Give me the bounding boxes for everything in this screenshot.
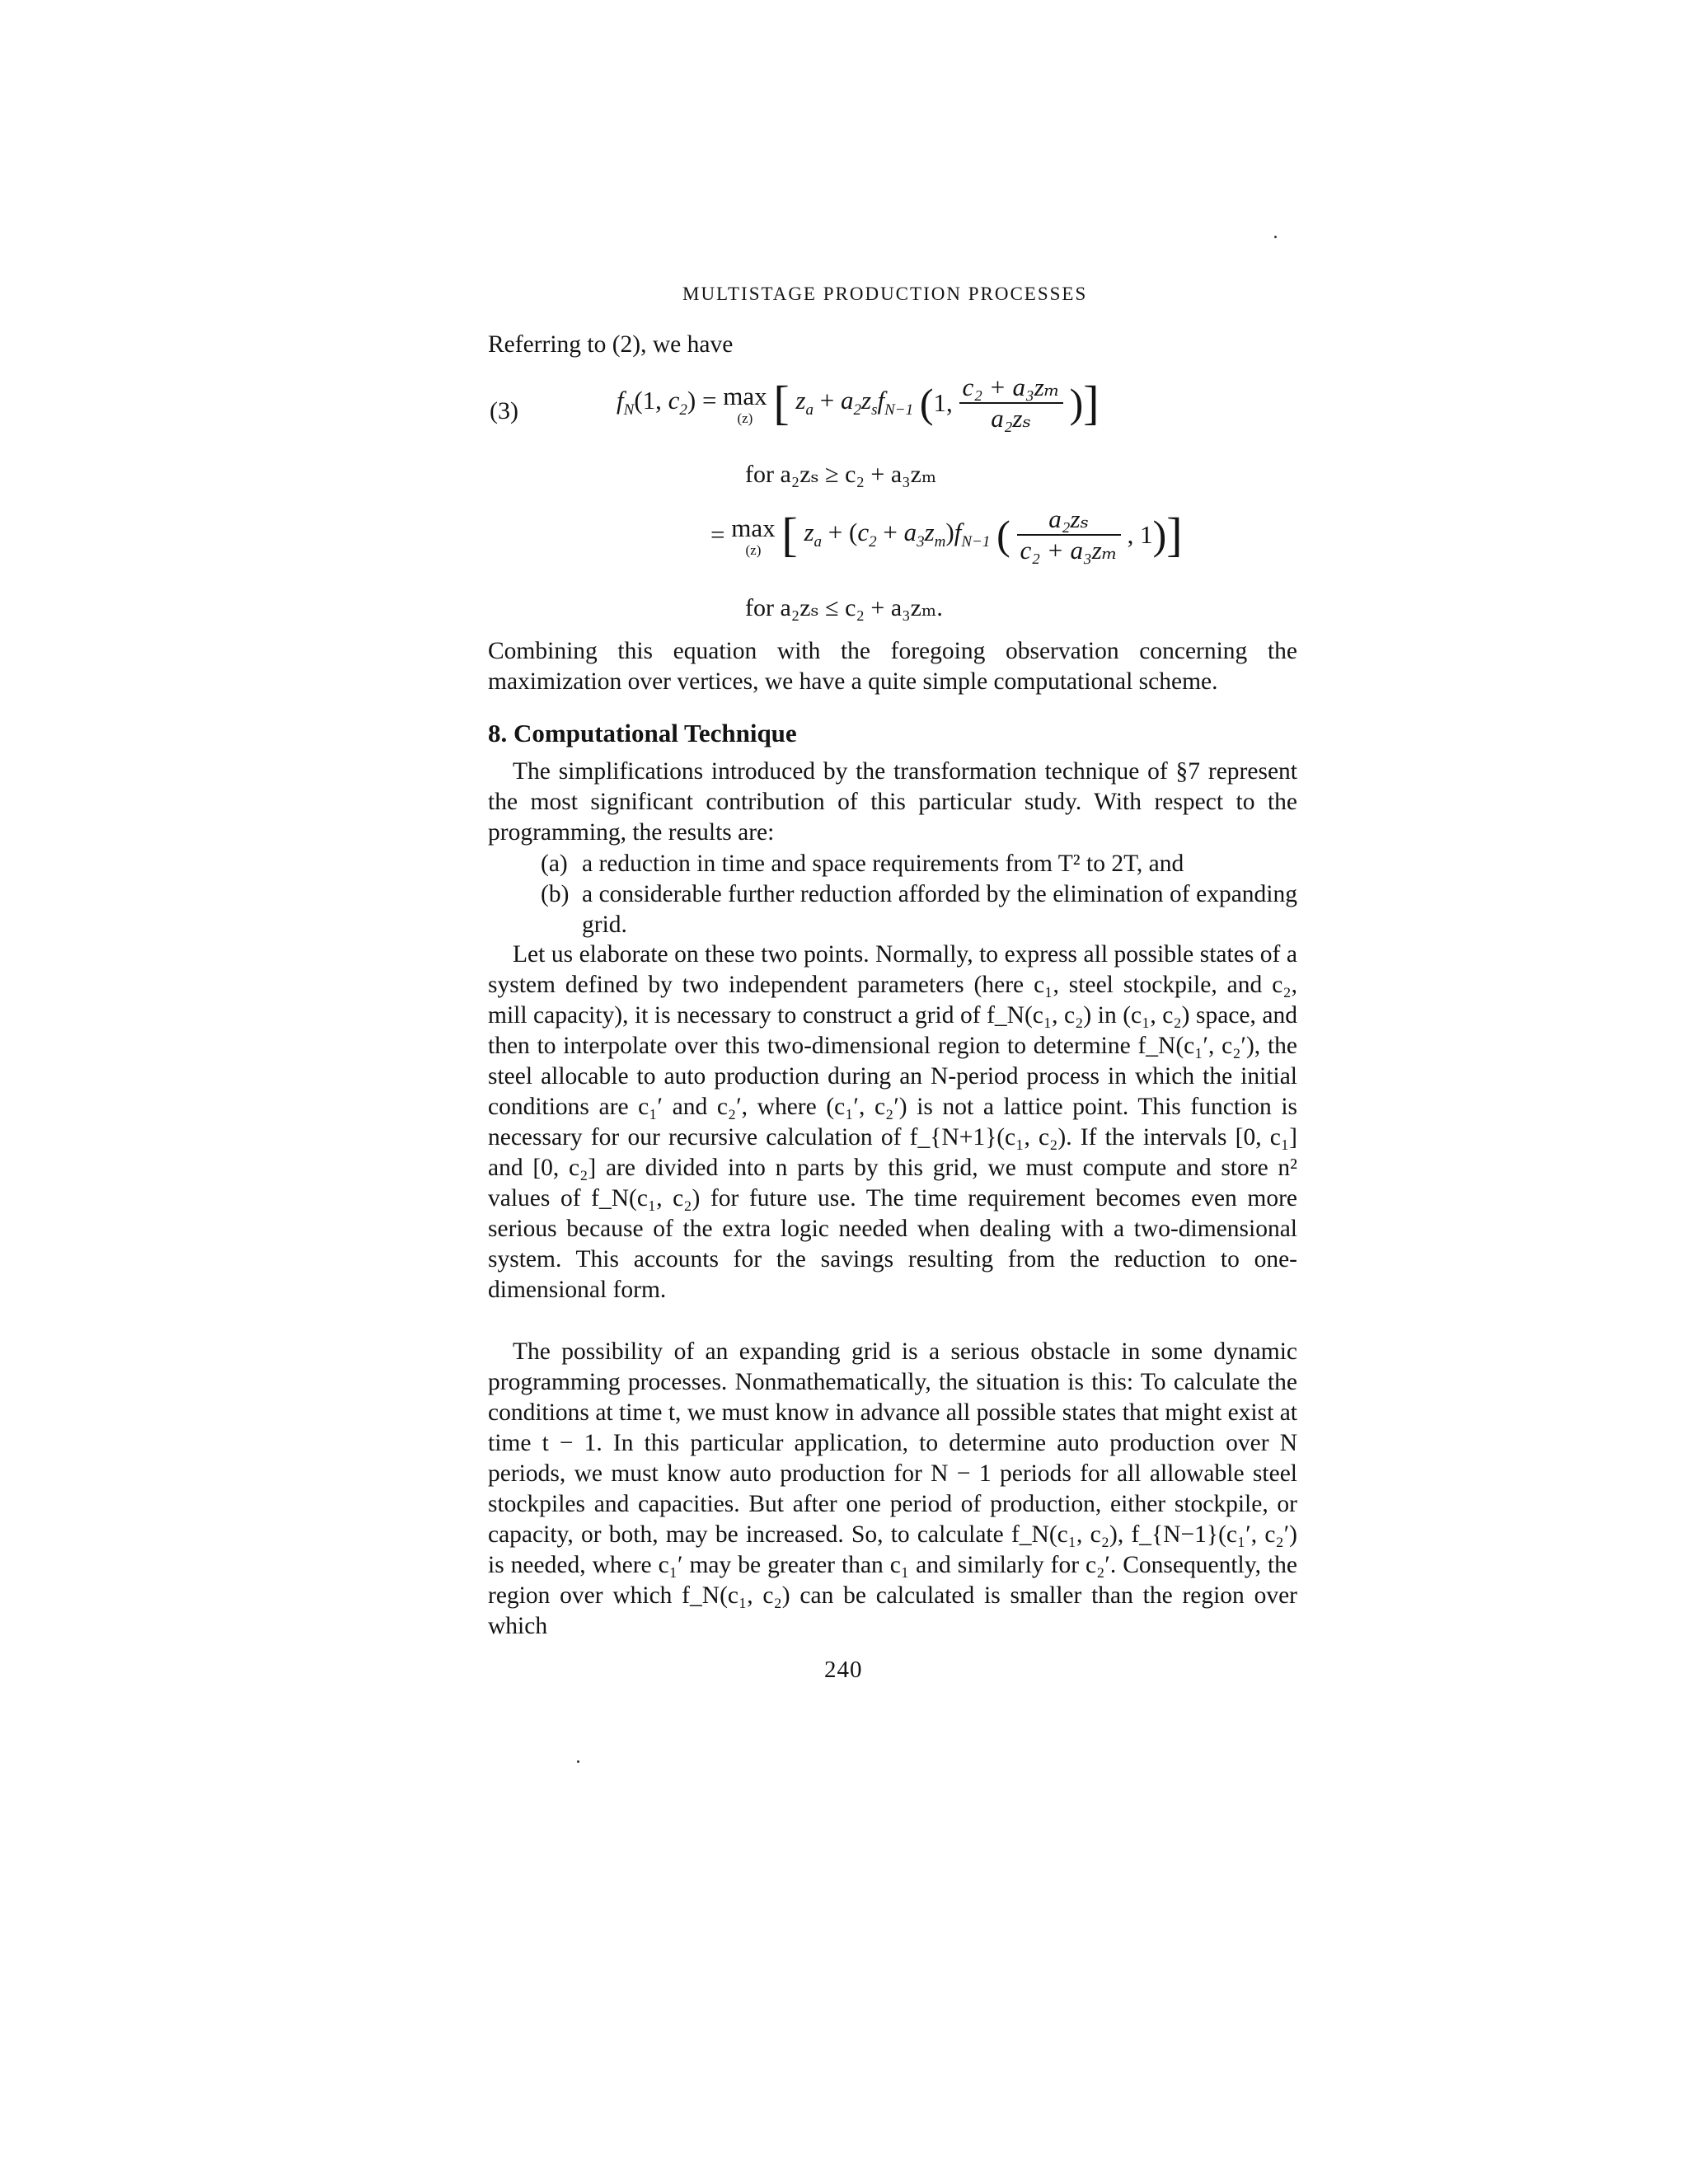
condition-2: for a₂zₛ ≤ c₂ + a₃zₘ. <box>745 594 943 621</box>
combining-paragraph: Combining this equation with the foregoing observation concerning the maximization over vertices, we have a quite simple computational scheme. <box>488 638 1297 695</box>
max-operator: max (z) <box>723 381 767 426</box>
page-number: 240 <box>824 1657 863 1683</box>
section-paragraph-3: The possibility of an expanding grid is a serious obstacle in some dynamic programming processes. Nonmathematically, the situation is this: To calculate the conditions at time t, we must know in advance all possible states that might exist at time t − 1. In this particular application, to determine auto production over N periods, we must know auto production for N − 1 periods for all allowable steel stockpiles and capacities. But after one period of production, either stockpile, or capacity, or both, may be increased. So, to calculate f_N(c₁, c₂), f_{N−1}(c₁′, c₂′) is needed, where c₁′ may be greater than c₁ and similarly for c₂′. Consequently, the region over which f_N(c₁, c₂) can be calculated is smaller than the region over which <box>488 1338 1297 1639</box>
running-header: MULTISTAGE PRODUCTION PROCESSES <box>682 284 1088 304</box>
list-item: (a) a reduction in time and space requirements from T² to 2T, and <box>541 851 1184 877</box>
section-paragraph-1: The simplifications introduced by the transformation technique of §7 represent the most significant contribution of this particular study. With respect to the programming, the results are: <box>488 758 1297 846</box>
list-item: (b) a considerable further reduction afforded by the elimination of expanding grid. <box>541 881 1297 938</box>
scan-speck <box>1274 236 1277 238</box>
condition-1: for a₂zₛ ≥ c₂ + a₃zₘ <box>745 461 937 488</box>
intro-line: Referring to (2), we have <box>488 331 734 358</box>
fraction-line2: $\frac{\text{a₂zₛ}}{\text{c₂ + a₃zₘ}}$ <box>1017 504 1121 565</box>
scan-speck <box>577 1760 579 1763</box>
fraction-line1: $\frac{\text{c₂ + a₃zₘ}}{\text{a₂zₛ}}$ <box>959 373 1063 434</box>
section-heading: 8. Computational Technique <box>488 719 797 748</box>
max-operator-2: max (z) <box>731 513 776 558</box>
section-paragraph-2: Let us elaborate on these two points. Normally, to express all possible states of a system defined by two independent parameters (here c₁, steel stockpile, and c₂, mill capacity), it is necessary to construct a grid of f_N(c₁, c₂) in (c₁, c₂) space, and then to interpolate over this two-dimensional region to determine f_N(c₁′, c₂′), the steel allocable to auto production during an N-period process in which the initial conditions are c₁′ and c₂′, where (c₁′, c₂′) is not a lattice point. This function is necessary for our recursive calculation of f_{N+1}(c₁, c₂). If the intervals [0, c₁] and [0, c₂] are divided into n parts by this grid, we must compute and store n² values of f_N(c₁, c₂) for future use. The time requirement becomes even more serious because of the extra logic needed when dealing with a two-dimensional system. This accounts for the savings resulting from the reduction to one-dimensional form. <box>488 941 1297 1303</box>
results-list <box>541 849 1297 940</box>
equation-line-1: $f_N(1$, $c_2) = \max$ (z) [ $z_a + a_2z_sf_{N-1}$ (1, $\frac{\text{c₂ + a₃zₘ}}{\text{a₂zₛ}}$ )] <box>617 373 1100 433</box>
equation-line-2: = max (z) [ $z_a + (c_2 + a_3z_m)f_{N-1}$ ( $\frac{\text{a₂zₛ}}{\text{c₂ + a₃zₘ}}$ , 1)] <box>710 504 1183 565</box>
equation-number: (3) <box>490 397 518 424</box>
